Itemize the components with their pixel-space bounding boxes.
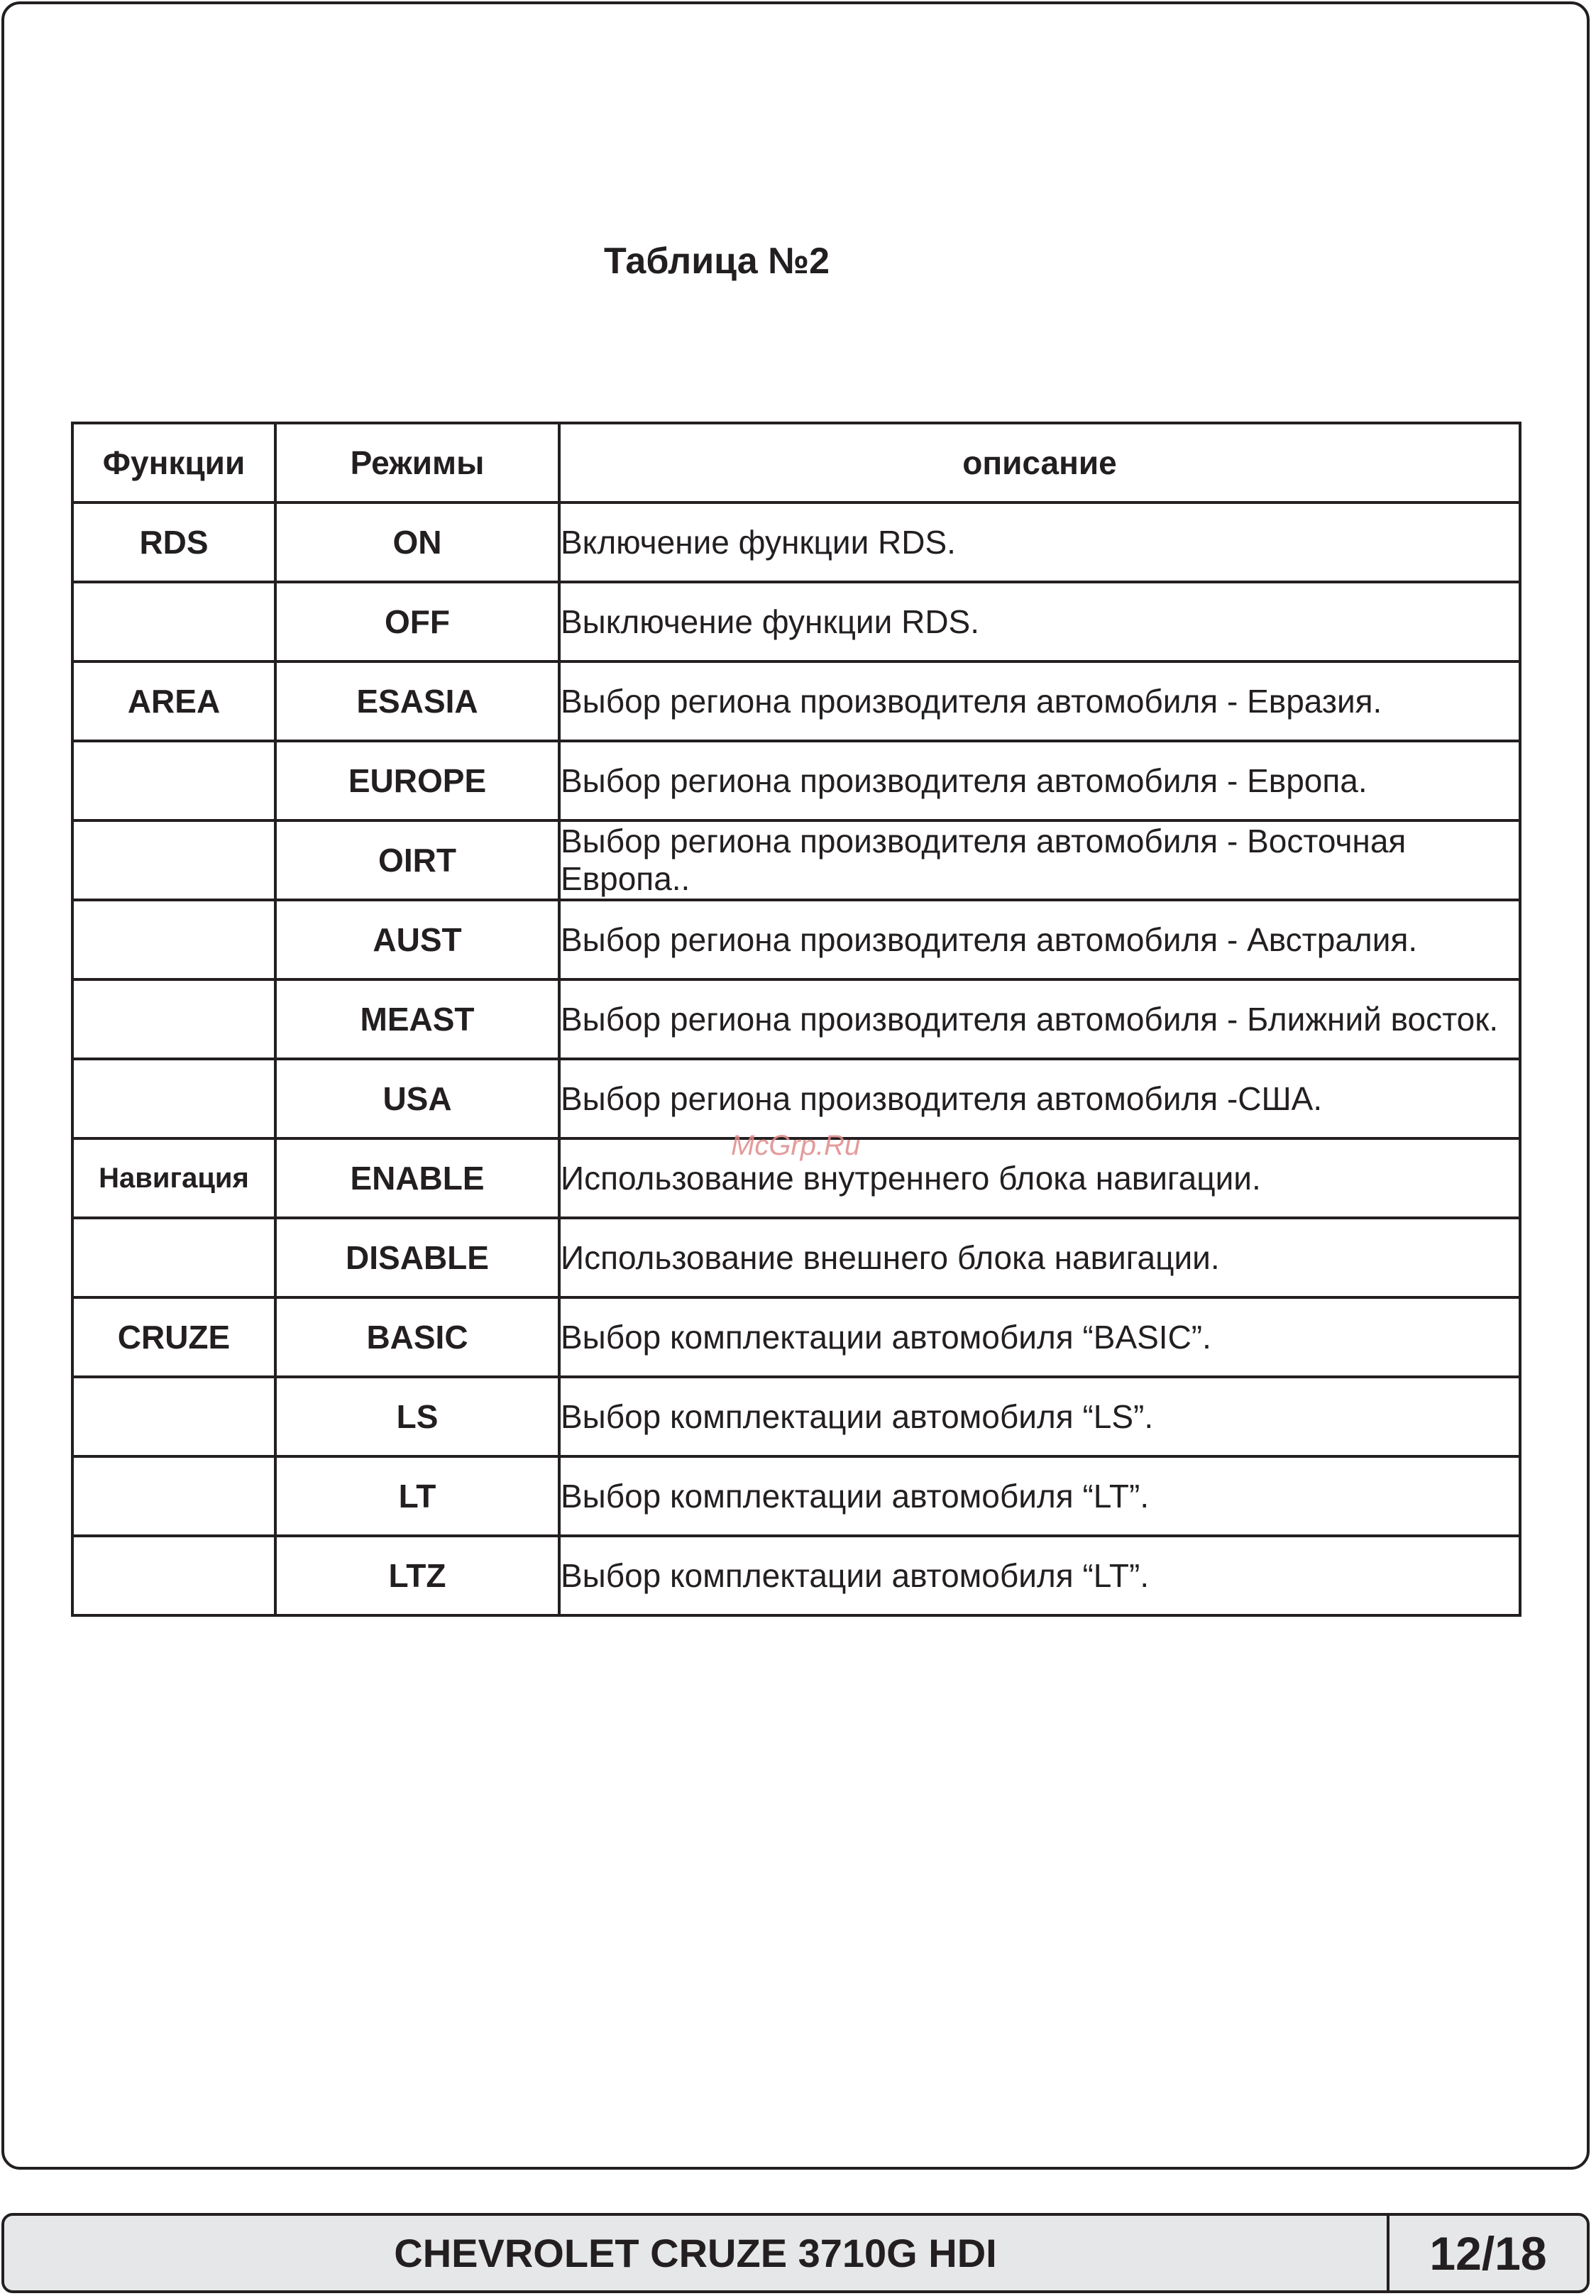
- description-cell: Выключение функции RDS.: [559, 582, 1520, 661]
- function-cell: [72, 741, 275, 820]
- mode-cell: LT: [275, 1456, 559, 1536]
- mode-cell: LTZ: [275, 1536, 559, 1615]
- function-cell: [72, 979, 275, 1059]
- table-row: [72, 1218, 1520, 1297]
- description-cell: Включение функции RDS.: [559, 502, 1520, 582]
- mode-cell: AUST: [275, 900, 559, 979]
- function-cell: [72, 1456, 275, 1536]
- table-row: [72, 900, 1520, 979]
- description-cell: Выбор комплектации автомобиля “LT”.: [559, 1536, 1520, 1615]
- description-cell: Выбор региона производителя автомобиля - Европа.: [559, 741, 1520, 820]
- table-row: [72, 1456, 1520, 1536]
- table-row: [72, 741, 1520, 820]
- description-cell: Выбор региона производителя автомобиля -США.: [559, 1059, 1520, 1138]
- table-row: [72, 582, 1520, 661]
- footer-bar: [1, 2213, 1590, 2293]
- table-row: [72, 661, 1520, 741]
- header-description: описание: [559, 423, 1520, 502]
- function-cell: [72, 1536, 275, 1615]
- mode-cell: OFF: [275, 582, 559, 661]
- header-functions: Функции: [72, 423, 275, 502]
- function-cell: [72, 1059, 275, 1138]
- description-cell: Выбор региона производителя автомобиля - Восточная Европа..: [559, 820, 1520, 900]
- description-cell: Выбор комплектации автомобиля “BASIC”.: [559, 1297, 1520, 1377]
- mode-cell: BASIC: [275, 1297, 559, 1377]
- mode-cell: DISABLE: [275, 1218, 559, 1297]
- table-row: [72, 1536, 1520, 1615]
- table-row: [72, 979, 1520, 1059]
- description-cell: Выбор региона производителя автомобиля - Ближний восток.: [559, 979, 1520, 1059]
- function-cell: [72, 1218, 275, 1297]
- footer-model-name: CHEVROLET CRUZE 3710G HDI: [4, 2216, 1389, 2290]
- mode-cell: LS: [275, 1377, 559, 1456]
- mode-cell: ESASIA: [275, 661, 559, 741]
- watermark: McGrp.Ru: [731, 1130, 861, 1161]
- function-cell: AREA: [72, 661, 275, 741]
- function-cell: RDS: [72, 502, 275, 582]
- function-cell: Навигация: [72, 1138, 275, 1218]
- description-cell: Использование внешнего блока навигации.: [559, 1218, 1520, 1297]
- description-cell: Выбор региона производителя автомобиля - Евразия.: [559, 661, 1520, 741]
- table-title: Таблица №2: [603, 241, 830, 282]
- table-row: [72, 1059, 1520, 1138]
- mode-cell: EUROPE: [275, 741, 559, 820]
- function-cell: [72, 820, 275, 900]
- table-row: [72, 820, 1520, 900]
- table-header-row: [72, 423, 1520, 502]
- mode-cell: ON: [275, 502, 559, 582]
- mode-cell: ENABLE: [275, 1138, 559, 1218]
- settings-table: [71, 422, 1521, 1617]
- description-cell: Использование внутреннего блока навигации.: [559, 1138, 1520, 1218]
- function-cell: [72, 900, 275, 979]
- mode-cell: OIRT: [275, 820, 559, 900]
- function-cell: CRUZE: [72, 1297, 275, 1377]
- table-row: [72, 1297, 1520, 1377]
- description-cell: Выбор комплектации автомобиля “LS”.: [559, 1377, 1520, 1456]
- footer-page-number: 12/18: [1429, 2226, 1547, 2280]
- function-cell: [72, 1377, 275, 1456]
- function-cell: [72, 582, 275, 661]
- header-modes: Режимы: [275, 423, 559, 502]
- table-row: [72, 1377, 1520, 1456]
- description-cell: Выбор комплектации автомобиля “LT”.: [559, 1456, 1520, 1536]
- table-row: [72, 502, 1520, 582]
- mode-cell: USA: [275, 1059, 559, 1138]
- mode-cell: MEAST: [275, 979, 559, 1059]
- description-cell: Выбор региона производителя автомобиля - Австралия.: [559, 900, 1520, 979]
